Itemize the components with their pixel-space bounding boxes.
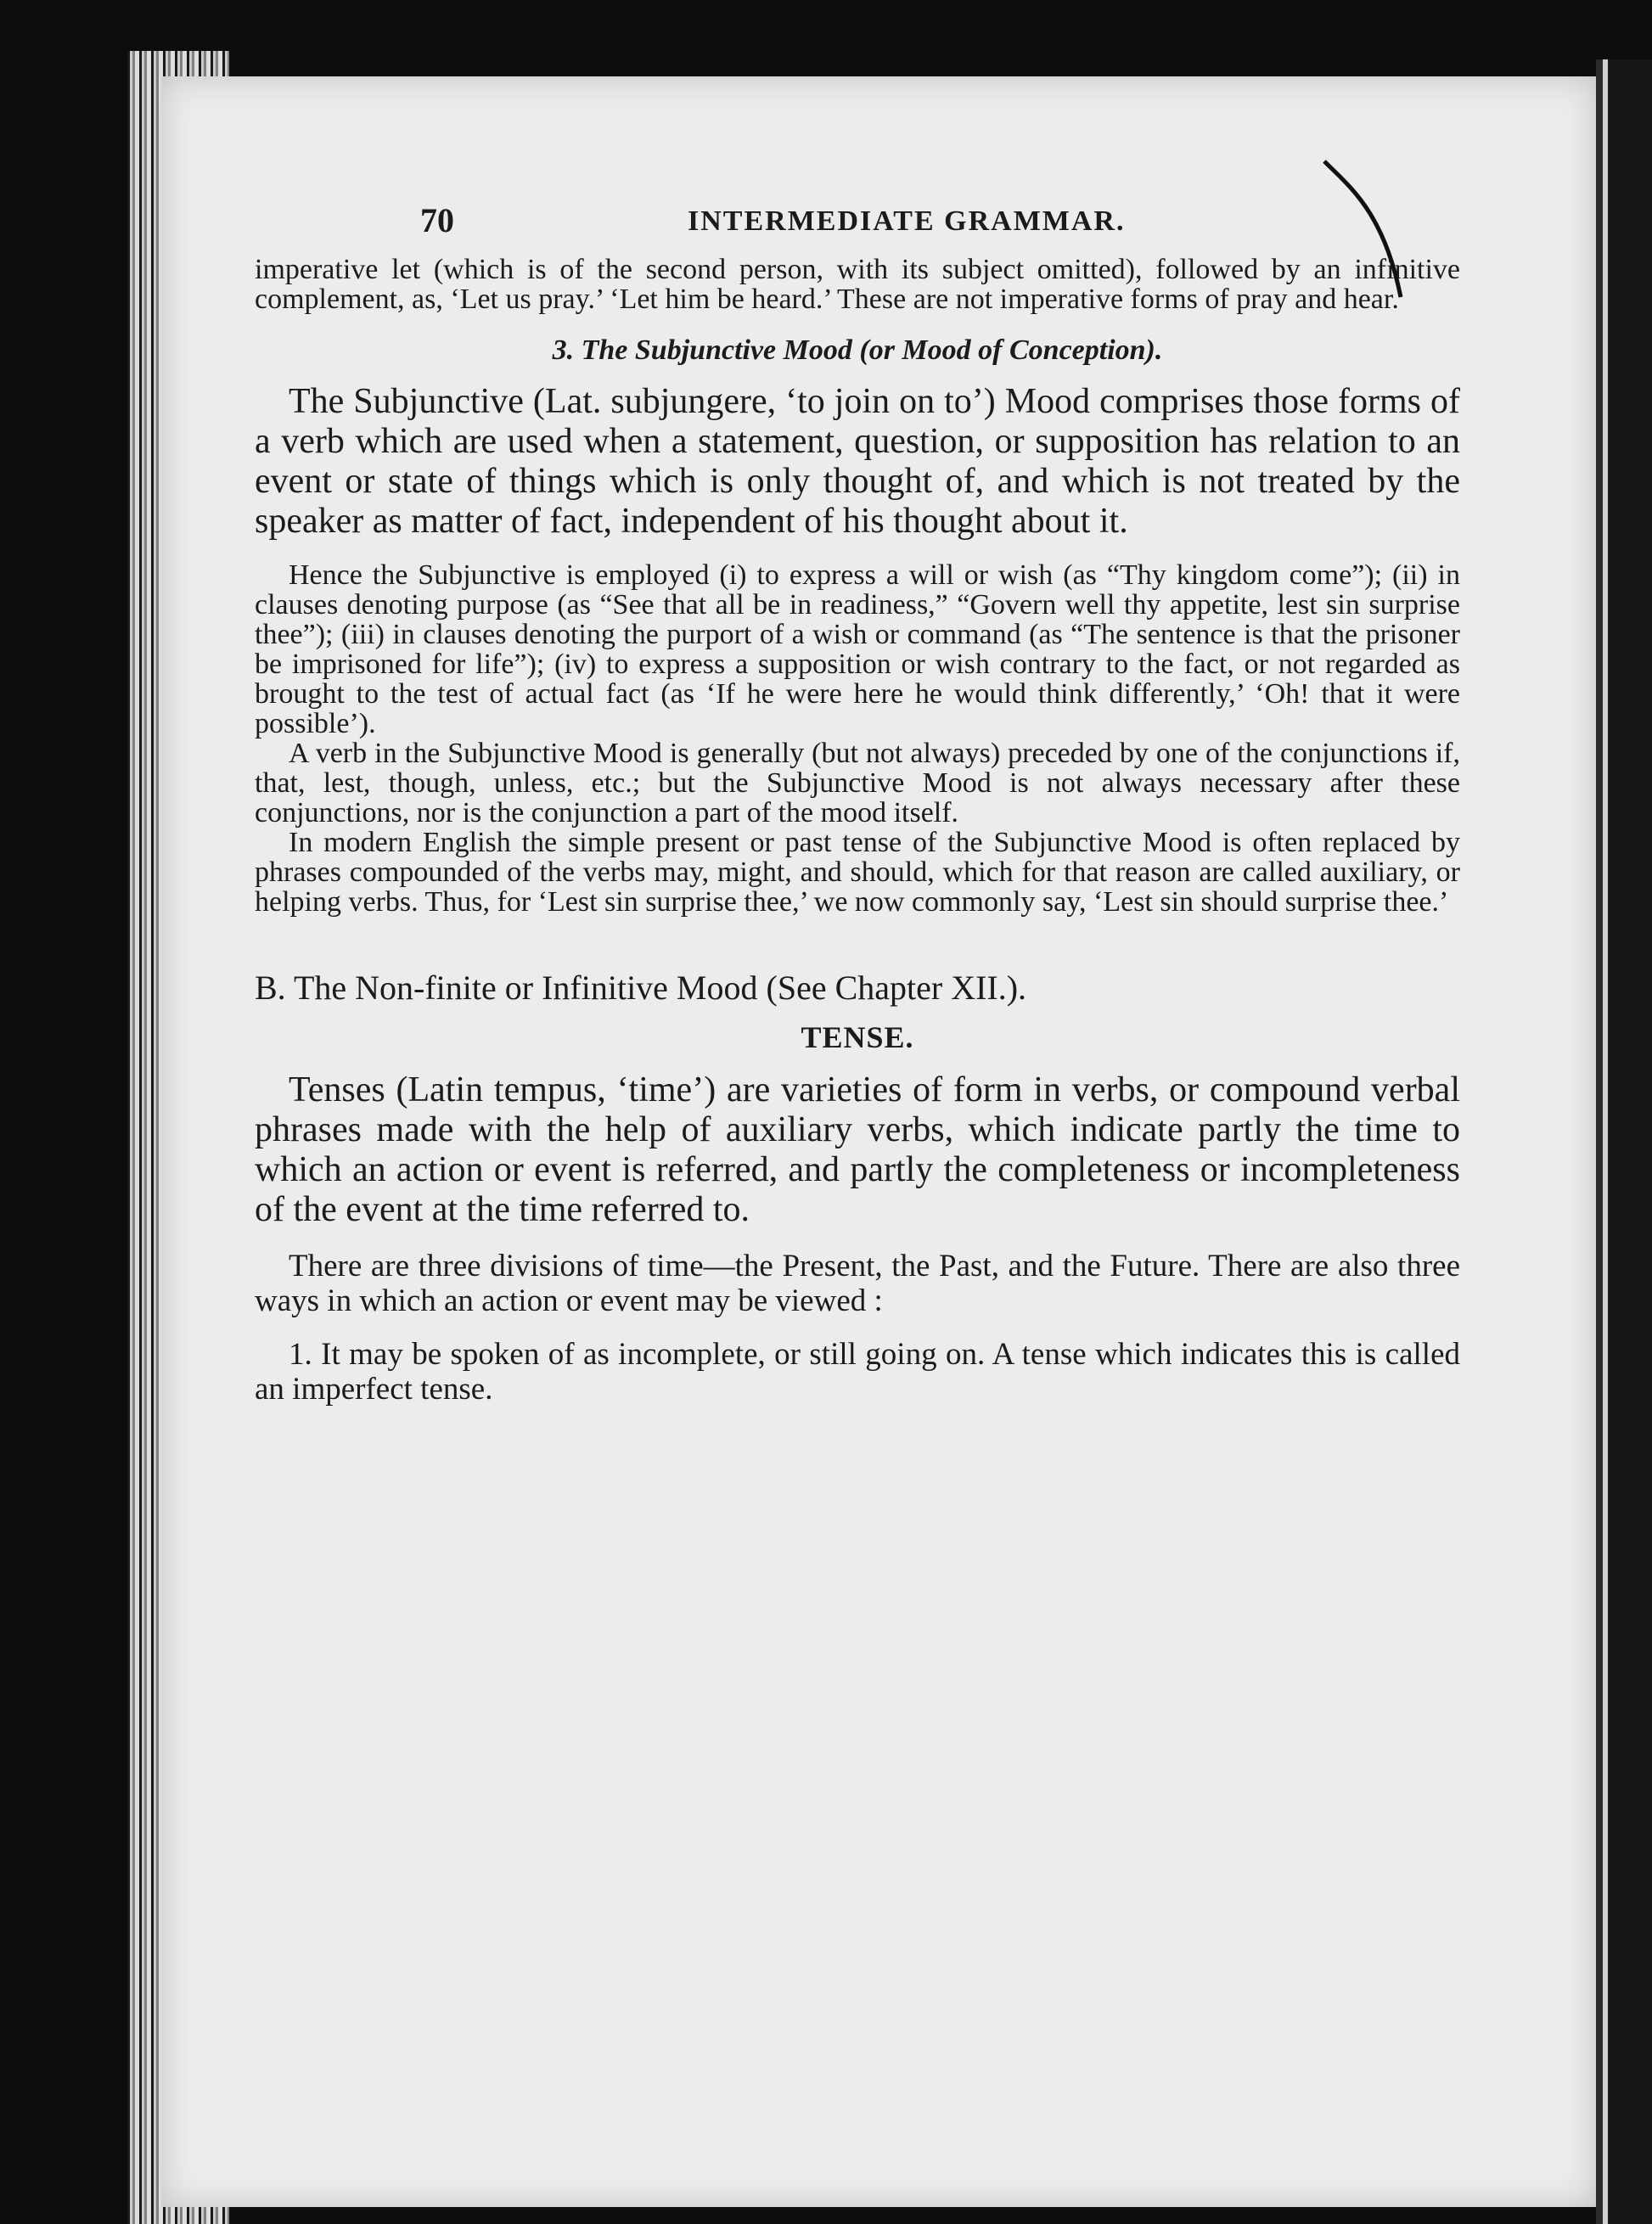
page-number: 70 xyxy=(420,201,454,239)
facing-page-edge xyxy=(1596,59,1652,2224)
page-header xyxy=(255,195,1460,255)
page-content xyxy=(255,195,1460,1407)
pen-mark-icon xyxy=(1316,153,1409,306)
paragraph-subjunctive-definition: The Subjunctive (Lat. subjungere, ‘to join on to’) Mood comprises those forms of a verb which are used when a statement, question, or supposition has relation to an event or state of things which is only thought of, and which is not treated by the speaker as matter of fact, independent of his thought about it. xyxy=(255,382,1460,541)
running-title: INTERMEDIATE GRAMMAR. xyxy=(688,205,1126,237)
heading-infinitive-mood: B. The Non-finite or Infinitive Mood (See Chapter XII.). xyxy=(255,969,1027,1007)
paragraph-tenses-definition: Tenses (Latin tempus, ‘time’) are varieties of form in verbs, or compound verbal phrases made with the help of auxiliary verbs, which indicate partly the time to which an action or event is referred, and partly the completeness or incompleteness of the event at the time referred to. xyxy=(255,1070,1460,1229)
paragraph-imperfect-tense: 1. It may be spoken of as incomplete, or still going on. A tense which indicates this is called an imperfect tense. xyxy=(255,1337,1460,1407)
paragraph-conjunctions: A verb in the Subjunctive Mood is generally (but not always) preceded by one of the conjunctions if, that, lest, though, unless, etc.; but the Subjunctive Mood is not always necessary after these conjunctions, nor is the conjunction a part of the mood itself. xyxy=(255,738,1460,828)
paragraph-imperative-let: imperative let (which is of the second person, with its subject omitted), followed by an infinitive complement, as, ‘Let us pray.’ ‘Let him be heard.’ These are not imperative forms of pray and hear. xyxy=(255,254,1460,315)
paragraph-subjunctive-uses: Hence the Subjunctive is employed (i) to express a will or wish (as “Thy kingdom come”); (ii) in clauses denoting purpose (as “See that all be in readiness,” “Govern well thy appetite, lest sin surprise thee”); (iii) in clauses denoting the purport of a wish or command (as “The sentence is that the prisoner be imprisoned for life”); (iv) to express a supposition or wish contrary to the fact, or not regarded as brought to the test of actual fact (as ‘If he were here he would think differently,’ ‘Oh! that it were possible’). xyxy=(255,559,1460,739)
heading-tense: TENSE. xyxy=(801,1020,914,1054)
heading-subjunctive-mood: 3. The Subjunctive Mood (or Mood of Conception). xyxy=(552,334,1163,366)
paragraph-modern-english: In modern English the simple present or past tense of the Subjunctive Mood is often replaced by phrases compounded of the verbs may, might, and should, which for that reason are called auxiliary, or helping verbs. Thus, for ‘Lest sin surprise thee,’ we now commonly say, ‘Lest sin should surprise thee.’ xyxy=(255,827,1460,918)
paragraph-divisions-of-time: There are three divisions of time—the Present, the Past, and the Future. There are also three ways in which an action or event may be viewed : xyxy=(255,1249,1460,1318)
